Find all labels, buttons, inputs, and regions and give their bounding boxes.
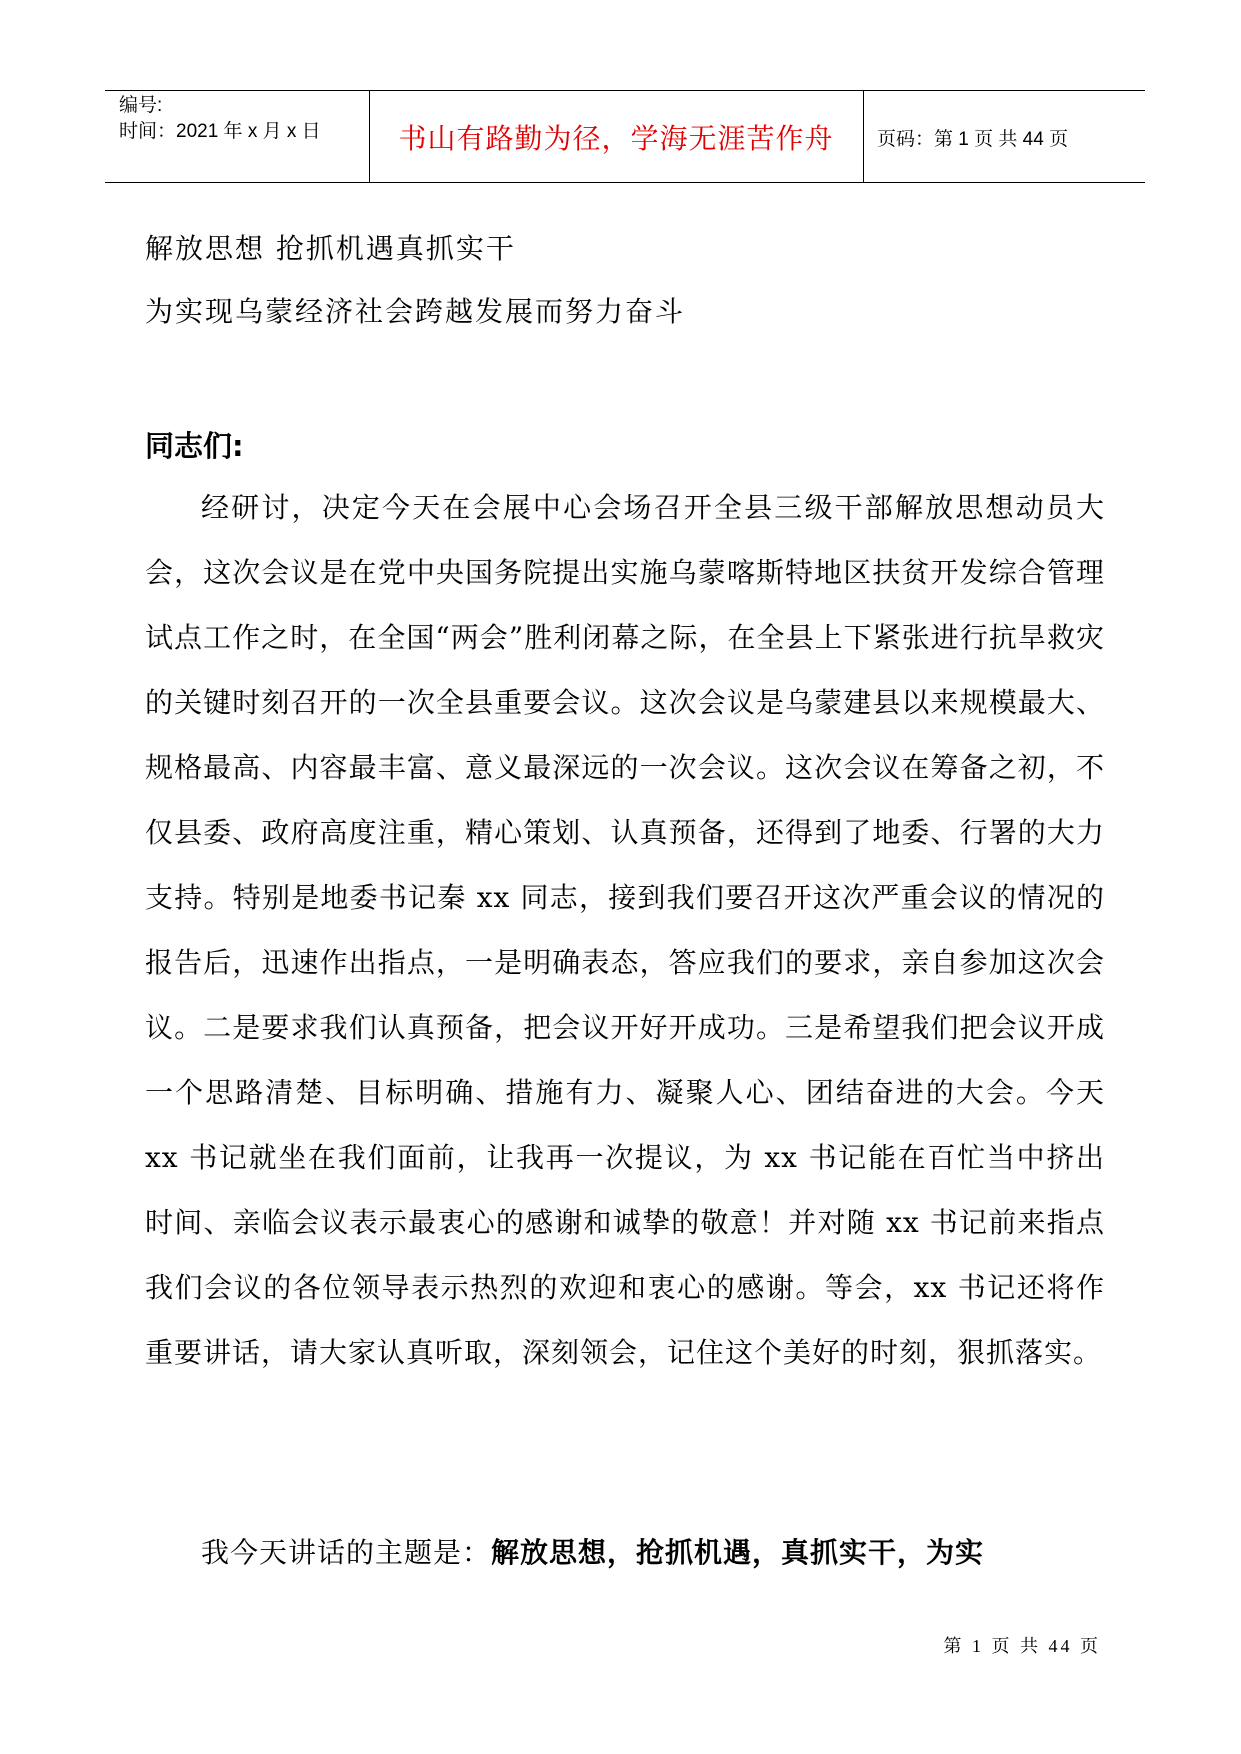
document-time-label: 时间：2021 年 x 月 x 日	[119, 121, 321, 142]
body-paragraph-2	[145, 1520, 1105, 1585]
document-title-line-1: 解放思想 抢抓机遇真抓实干	[145, 232, 516, 265]
header-motto-cell	[369, 91, 864, 182]
salutation: 同志们:	[145, 429, 244, 463]
page-footer: 第 1 页 共 44 页	[943, 1636, 1101, 1656]
document-number-label: 编号:	[119, 95, 163, 116]
header-page-code: 页码：第 1 页 共 44 页	[877, 129, 1069, 150]
document-header	[105, 90, 1145, 183]
document-title-line-2: 为实现乌蒙经济社会跨越发展而努力奋斗	[145, 295, 686, 328]
speech-theme-bold: 解放思想，抢抓机遇，真抓实干，为实	[491, 1536, 985, 1569]
header-meta-cell	[105, 91, 370, 182]
header-page-cell	[863, 91, 1145, 182]
paragraph-2-intro: 我今天讲话的主题是：	[201, 1536, 492, 1569]
header-motto: 书山有路勤为径，学海无涯苦作舟	[398, 122, 834, 155]
body-paragraph-1: 经研讨，决定今天在会展中心会场召开全县三级干部解放思想动员大会，这次会议是在党中央国务院提出实施乌蒙喀斯特地区扶贫开发综合管理试点工作之时，在全国“两会”胜利闭幕之际，在全县上下紧张进行抗旱救灾的关键时刻召开的一次全县重要会议。这次会议是乌蒙建县以来规模最大、规格最高、内容最丰富、意义最深远的一次会议。这次会议在筹备之初，不仅县委、政府高度注重，精心策划、认真预备，还得到了地委、行署的大力支持。特别是地委书记秦 xx 同志，接到我们要召开这次严重会议的情况的报告后，迅速作出指点，一是明确表态，答应我们的要求，亲自参加这次会议。二是要求我们认真预备，把会议开好开成功。三是希望我们把会议开成一个思路清楚、目标明确、措施有力、凝聚人心、团结奋进的大会。今天 xx 书记就坐在我们面前，让我再一次提议，为 xx 书记能在百忙当中挤出时间、亲临会议表示最衷心的感谢和诚挚的敬意！并对随 xx 书记前来指点我们会议的各位领导表示热烈的欢迎和衷心的感谢。等会，xx 书记还将作重要讲话，请大家认真听取，深刻领会，记住这个美好的时刻，狠抓落实。	[145, 491, 1105, 1369]
